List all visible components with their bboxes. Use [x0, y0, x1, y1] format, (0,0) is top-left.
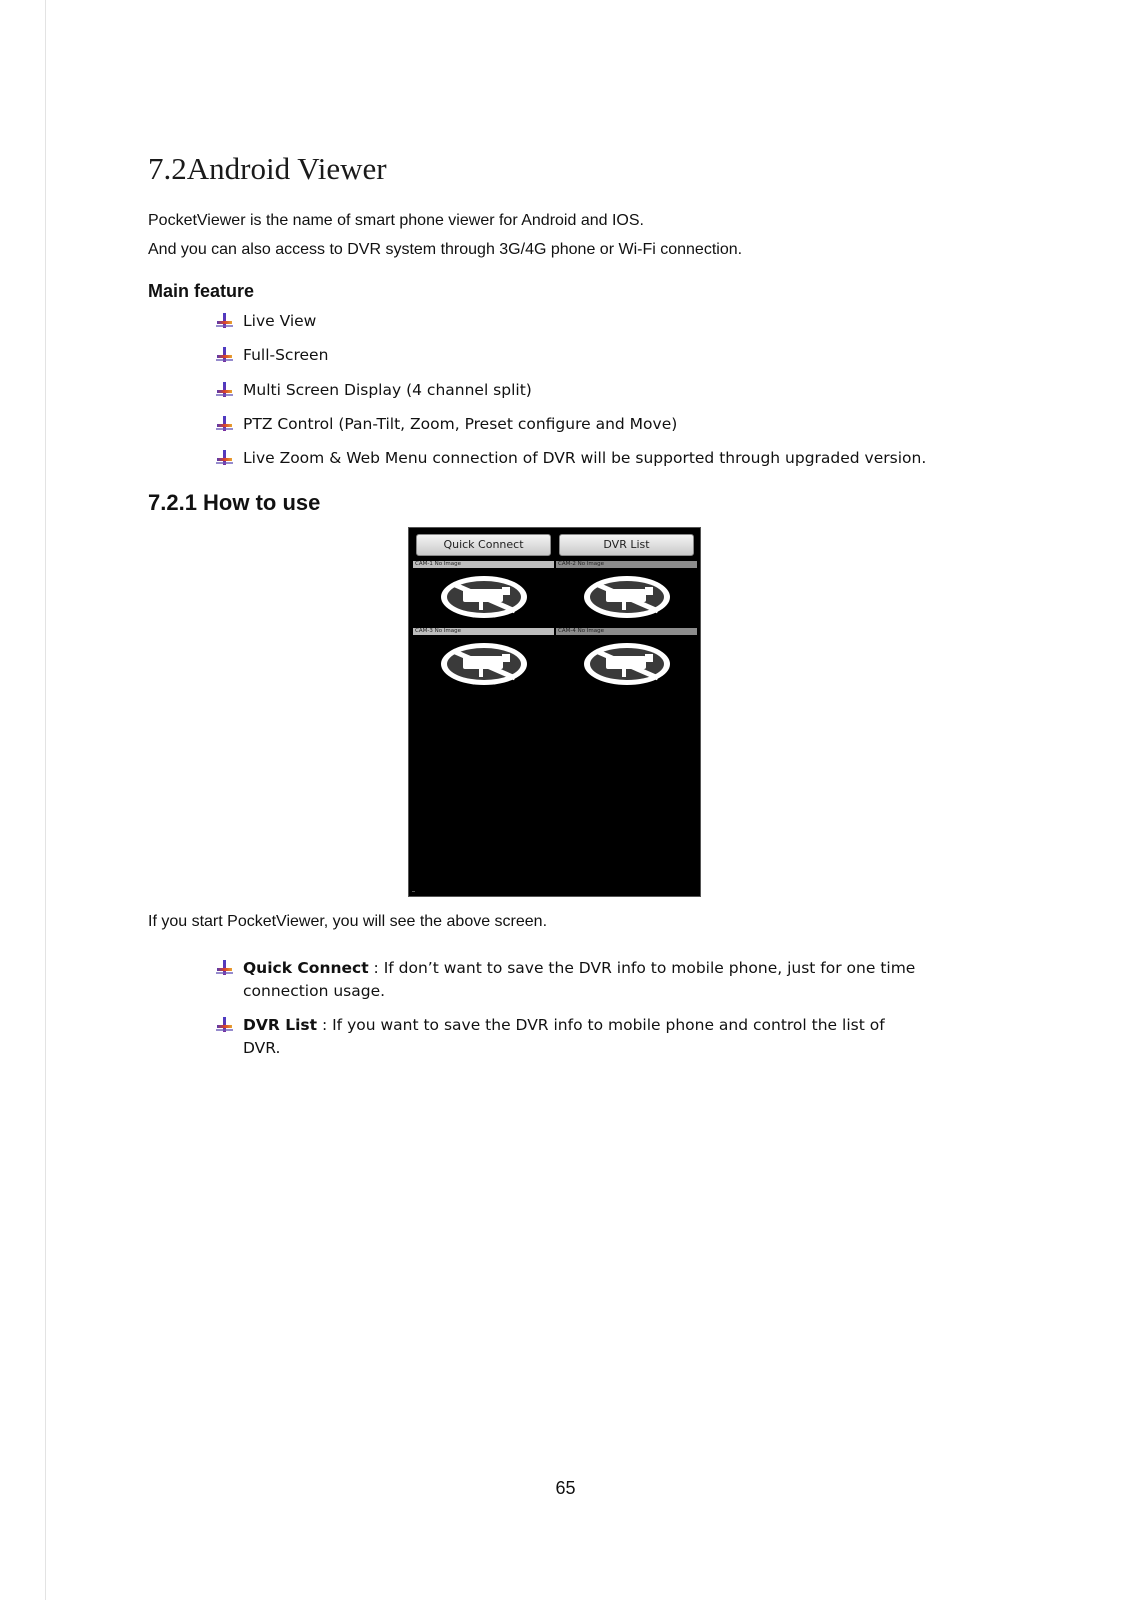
main-feature-heading: Main feature [148, 281, 255, 301]
arrow-bullet-icon [216, 1017, 233, 1034]
list-item [216, 957, 916, 1003]
feature-text: Live View [243, 312, 317, 330]
feature-text: Full-Screen [243, 346, 329, 365]
app-screenshot [408, 527, 701, 897]
cam-2-label: CAM-2 No Image [556, 561, 697, 568]
arrow-bullet-icon [216, 416, 233, 433]
definition-term: Quick Connect [243, 959, 369, 977]
definition-list [216, 957, 916, 1071]
dvr-list-button[interactable]: DVR List [559, 534, 694, 556]
list-item [216, 381, 926, 415]
feature-text: Multi Screen Display (4 channel split) [243, 380, 532, 399]
cam-3-label: CAM-3 No Image [413, 628, 554, 635]
page-number: 65 [555, 1478, 576, 1498]
definition-term: DVR List [243, 1016, 318, 1034]
list-item [216, 1014, 916, 1060]
no-camera-icon [582, 641, 672, 687]
list-item [216, 415, 926, 449]
arrow-bullet-icon [216, 450, 233, 467]
no-camera-icon [439, 574, 529, 620]
page-margin-line [45, 0, 46, 1600]
how-to-use-heading: 7.2.1 How to use [148, 490, 321, 515]
feature-list [216, 312, 926, 483]
definition-desc: : If you want to save the DVR info to mobile phone and control the list of DVR. [243, 1016, 885, 1057]
quick-connect-button[interactable]: Quick Connect [416, 534, 551, 556]
intro-paragraph [148, 206, 742, 264]
after-screenshot-text: If you start PocketViewer, you will see the above screen. [148, 913, 548, 930]
phone-status-dot [412, 891, 415, 892]
definition-text [243, 1014, 916, 1060]
arrow-bullet-icon [216, 347, 233, 364]
feature-text: Live Zoom & Web Menu connection of DVR will be supported through upgraded version. [243, 449, 927, 468]
definition-text [243, 957, 916, 1003]
no-camera-icon [582, 574, 672, 620]
arrow-bullet-icon [216, 382, 233, 399]
list-item [216, 346, 926, 380]
no-camera-icon [439, 641, 529, 687]
list-item [216, 312, 926, 346]
intro-line-2: And you can also access to DVR system through 3G/4G phone or Wi-Fi connection. [148, 241, 743, 258]
intro-line-1: PocketViewer is the name of smart phone viewer for Android and IOS. [148, 212, 644, 229]
definition-desc: : If don’t want to save the DVR info to mobile phone, just for one time connection usage. [243, 959, 916, 1000]
arrow-bullet-icon [216, 960, 233, 977]
section-title: 7.2Android Viewer [148, 151, 387, 186]
cam-1-label: CAM-1 No Image [413, 561, 554, 568]
cam-4-label: CAM-4 No Image [556, 628, 697, 635]
arrow-bullet-icon [216, 313, 233, 330]
list-item [216, 449, 926, 483]
feature-text: PTZ Control (Pan-Tilt, Zoom, Preset configure and Move) [243, 414, 678, 433]
